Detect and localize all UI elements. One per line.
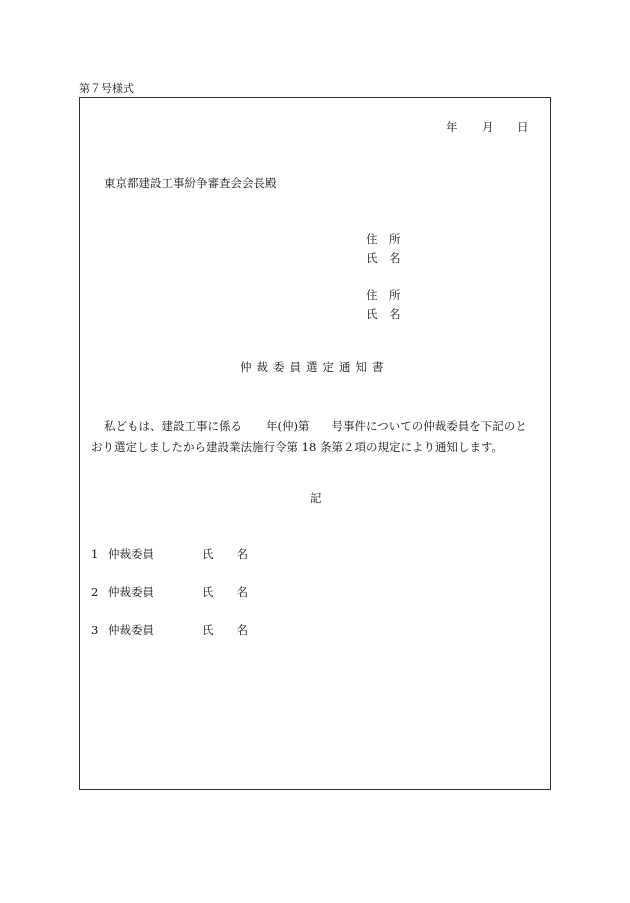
sender-2-name-label: 氏 名 bbox=[366, 307, 401, 321]
sender-2-address-label: 住 所 bbox=[366, 288, 401, 302]
arbitrator-2-name-label: 氏 名 bbox=[202, 585, 248, 599]
body-line-2: おり選定しましたから建設業法施行令第 18 条第２項の規定により通知します。 bbox=[91, 440, 504, 454]
form-number: 第７号様式 bbox=[79, 82, 134, 95]
date-month: 月 bbox=[482, 120, 494, 134]
body-line-1-part-b: 年(仲)第 bbox=[266, 419, 310, 433]
arbitrator-2-number: 2 bbox=[91, 585, 99, 599]
body-line-1-part-a: 私どもは、建設工事に係る bbox=[104, 419, 242, 433]
arbitrator-1-role: 仲裁委員 bbox=[108, 547, 154, 561]
arbitrator-1-number: 1 bbox=[91, 547, 99, 561]
body-line-1 bbox=[91, 416, 543, 437]
date-day: 日 bbox=[517, 120, 529, 134]
record-heading: 記 bbox=[310, 491, 322, 505]
sender-1-name-label: 氏 名 bbox=[366, 251, 401, 265]
addressee: 東京都建設工事紛争審査会会長殿 bbox=[104, 176, 277, 190]
notice-body bbox=[91, 416, 543, 458]
sender-1-address-label: 住 所 bbox=[366, 232, 401, 246]
arbitrator-3-number: 3 bbox=[91, 623, 99, 637]
arbitrator-2-role: 仲裁委員 bbox=[108, 585, 154, 599]
arbitrator-3-role: 仲裁委員 bbox=[108, 623, 154, 637]
document-title: 仲裁委員選定通知書 bbox=[240, 360, 389, 374]
body-line-1-part-c: 号事件についての仲裁委員を下記のと bbox=[331, 419, 527, 433]
arbitrator-3-name-label: 氏 名 bbox=[202, 623, 248, 637]
date-year: 年 bbox=[446, 120, 458, 134]
arbitrator-1-name-label: 氏 名 bbox=[202, 547, 248, 561]
